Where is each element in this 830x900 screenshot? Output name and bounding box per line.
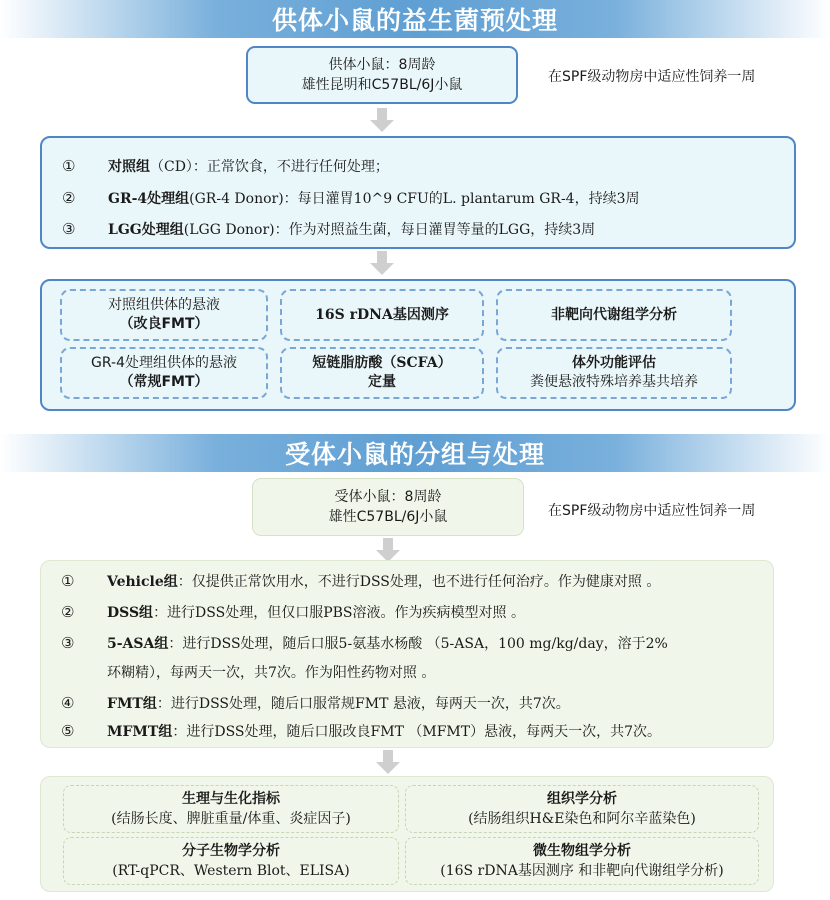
donor-group-row xyxy=(62,188,784,208)
group-detail: ：仅提供正常饮用水，不进行DSS处理，也不进行任何治疗。作为健康对照 。 xyxy=(177,574,661,590)
down-arrow-icon xyxy=(370,251,394,275)
group-number: ② xyxy=(62,189,76,207)
recipient-group-row xyxy=(61,602,763,622)
recipient-box-line1: 受体小鼠：8周龄 xyxy=(334,489,442,505)
recipient-mouse-box xyxy=(252,478,524,536)
scfa-line2: 定量 xyxy=(368,374,396,390)
histology-detail: (结肠组织H&E染色和阿尔辛蓝染色) xyxy=(468,811,696,827)
group-number: ③ xyxy=(62,220,76,238)
group-number: ① xyxy=(61,572,75,590)
scfa-line1: 短链脂肪酸（SCFA） xyxy=(312,355,452,371)
in-vitro-line1: 体外功能评估 xyxy=(572,355,656,371)
sequencing-box xyxy=(280,289,484,341)
group-detail: (GR-4 Donor)：每日灌胃10^9 CFU的L. plantarum GR-4，持续3周 xyxy=(189,191,640,207)
gr4-suspension-box xyxy=(60,347,268,399)
group-detail: ：进行DSS处理，随后口服5-氨基水杨酸 （5-ASA，100 mg/kg/day，溶于2% xyxy=(168,636,668,652)
group-detail: （CD）：正常饮食，不进行任何处理； xyxy=(150,159,389,175)
molecular-title: 分子生物学分析 xyxy=(182,843,280,859)
in-vitro-box xyxy=(496,347,732,399)
donor-group-row xyxy=(62,156,784,176)
group-detail: ：进行DSS处理，随后口服常规FMT 悬液，每两天一次，共7次。 xyxy=(156,696,570,712)
molecular-box xyxy=(63,837,399,885)
control-suspension-line2: （改良FMT） xyxy=(119,316,209,332)
donor-analysis-box xyxy=(40,279,796,411)
physiology-detail: (结肠长度、脾脏重量/体重、炎症因子) xyxy=(111,811,351,827)
molecular-detail: (RT-qPCR、Western Blot、ELISA) xyxy=(112,863,350,879)
down-arrow-icon xyxy=(376,750,400,774)
recipient-box-line2: 雄性C57BL/6J小鼠 xyxy=(328,509,448,525)
donor-box-line1: 供体小鼠：8周龄 xyxy=(328,57,436,73)
group-detail: ：进行DSS处理，随后口服改良FMT （MFMT）悬液，每两天一次，共7次。 xyxy=(172,724,661,740)
in-vitro-line2: 粪便悬液特殊培养基共培养 xyxy=(530,374,698,390)
recipient-group-row xyxy=(61,693,763,713)
recipient-analysis-box xyxy=(40,776,774,892)
donor-box-line2: 雄性昆明和C57BL/6J小鼠 xyxy=(301,77,463,93)
down-arrow-icon xyxy=(376,538,400,562)
physiology-box xyxy=(63,785,399,833)
donor-groups-box xyxy=(40,136,796,249)
group-number: ① xyxy=(62,157,76,175)
section2-banner xyxy=(0,434,830,472)
group-number: ② xyxy=(61,603,75,621)
metabolomics-box xyxy=(496,289,732,341)
donor-mouse-box xyxy=(246,46,518,104)
group-number: ④ xyxy=(61,694,75,712)
group-number: ⑤ xyxy=(61,722,75,740)
section1-title: 供体小鼠的益生菌预处理 xyxy=(271,6,558,35)
recipient-group-row xyxy=(61,633,763,653)
recipient-group-row xyxy=(61,721,763,741)
group-name: FMT组 xyxy=(107,696,157,712)
group-name: 对照组 xyxy=(108,159,150,175)
group-name: MFMT组 xyxy=(107,724,173,740)
microbiome-detail: (16S rDNA基因测序 和非靶向代谢组学分析) xyxy=(440,863,724,879)
section1-banner xyxy=(0,0,830,38)
group-name: GR-4处理组 xyxy=(108,191,190,207)
group-name: DSS组 xyxy=(107,605,154,621)
control-suspension-box xyxy=(60,289,268,341)
group-name: 5-ASA组 xyxy=(107,636,169,652)
gr4-suspension-line2: （常规FMT） xyxy=(119,374,209,390)
group-name: Vehicle组 xyxy=(107,574,178,590)
histology-box xyxy=(405,785,759,833)
sequencing-label: 16S rDNA基因测序 xyxy=(315,306,449,323)
donor-group-row xyxy=(62,219,784,239)
recipient-groups-box xyxy=(40,560,774,748)
metabolomics-label: 非靶向代谢组学分析 xyxy=(551,306,677,323)
gr4-suspension-line1: GR-4处理组供体的悬液 xyxy=(91,355,237,371)
section2-title: 受体小鼠的分组与处理 xyxy=(284,440,545,469)
group-number: ③ xyxy=(61,634,75,652)
microbiome-box xyxy=(405,837,759,885)
group-detail-continuation: 环糊精），每两天一次，共7次。作为阳性药物对照 。 xyxy=(107,665,436,681)
group-name: LGG处理组 xyxy=(108,222,184,238)
section1-acclimation-note: 在SPF级动物房中适应性饲养一周 xyxy=(548,69,756,85)
group-detail: (LGG Donor)：作为对照益生菌，每日灌胃等量的LGG，持续3周 xyxy=(183,222,596,238)
group-detail: ：进行DSS处理，但仅口服PBS溶液。作为疾病模型对照 。 xyxy=(153,605,525,621)
histology-title: 组织学分析 xyxy=(547,791,617,807)
scfa-box xyxy=(280,347,484,399)
recipient-group-row-continuation xyxy=(107,662,763,682)
down-arrow-icon xyxy=(370,108,394,132)
physiology-title: 生理与生化指标 xyxy=(182,791,280,807)
microbiome-title: 微生物组学分析 xyxy=(533,843,631,859)
section2-acclimation-note: 在SPF级动物房中适应性饲养一周 xyxy=(548,503,756,519)
recipient-group-row xyxy=(61,571,763,591)
control-suspension-line1: 对照组供体的悬液 xyxy=(108,297,220,313)
